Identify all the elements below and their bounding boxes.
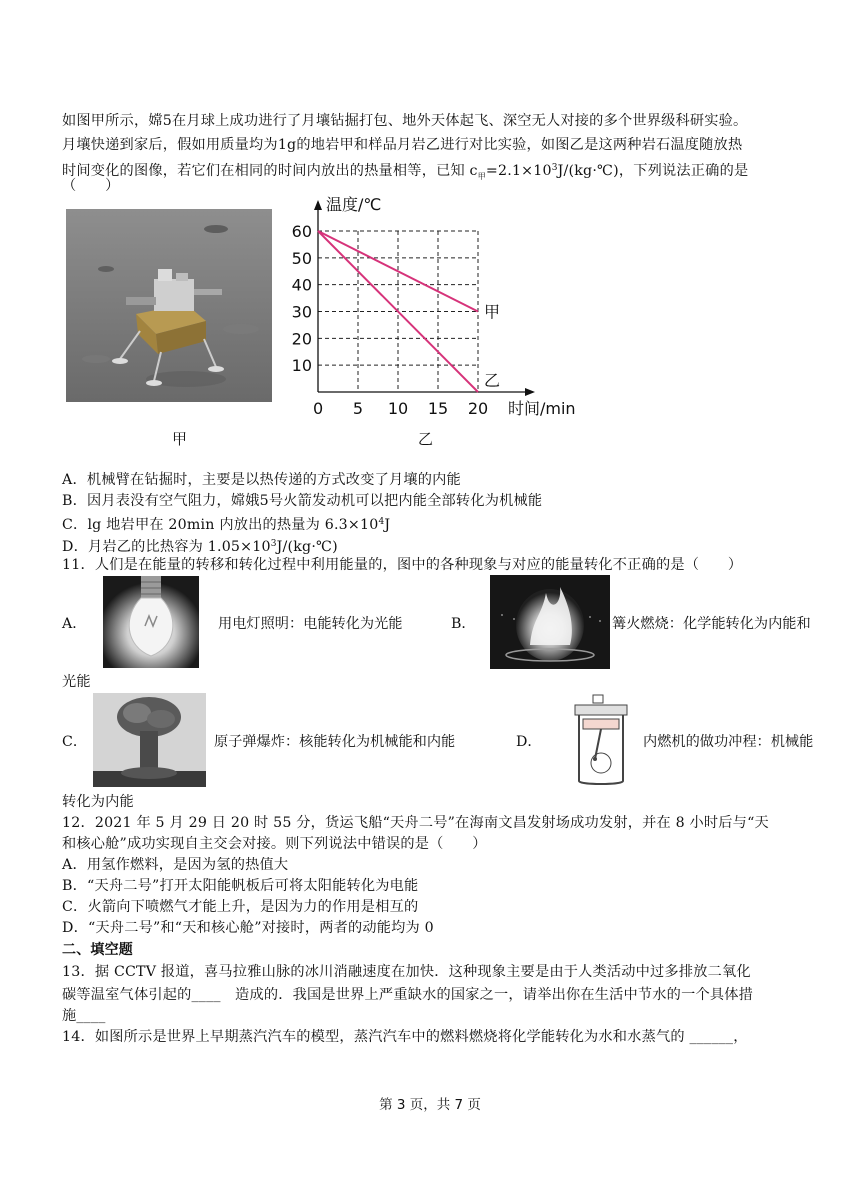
x-tick-label: 20 [467,399,489,418]
q11-d-continuation: 转化为内能 [62,794,134,810]
temperature-time-chart [280,190,610,450]
y-tick-label: 10 [291,356,312,376]
q11-a-label: A． [62,616,87,632]
q11-d-text: 内燃机的做功冲程：机械能 [643,734,814,750]
series-label-jia: 甲 [484,302,501,322]
y-tick-label: 20 [291,329,312,349]
q10-option-d: D．月岩乙的比热容为 $1.05\times 10^3J/(kg\cdot℃)$ [62,539,338,555]
q12-option-a: A．用氢作燃料，是因为氢的热值大 [62,857,289,873]
y-tick-label: 40 [291,275,312,295]
q12-stem-line2: 和核心舱”成功实现自主交会对接。则下列说法中错误的是（ ） [62,836,487,852]
y-tick-label: 30 [291,302,312,322]
q11-b-label: B． [451,616,476,632]
q13-line1: 13．据 CCTV 报道，喜马拉雅山脉的冰川消融速度在加快．这种现象主要是由于人类活动中过多排放二氧化 [62,964,751,980]
x-axis-arrow [525,388,535,396]
y-tick-label: 60 [291,222,312,241]
q13-line3: 施____ [62,1008,106,1024]
lunar-lander-photo [66,209,272,402]
mushroom-cloud-photo [93,693,206,787]
q11-c-label: C． [62,734,88,750]
light-bulb-photo [103,576,199,668]
x-tick-label: 15 [427,399,449,418]
q12-option-d: D．“天舟二号”和“天和核心舱”对接时，两者的动能均为 0 [62,920,434,936]
q10-stem-line2: 月壤快递到家后，假如用质量均为1g的地岩甲和样品月岩乙进行对比实验，如图乙是这两种岩石温度随放热 [62,137,743,153]
q10-option-a: A．机械臂在钻掘时，主要是以热传递的方式改变了月壤的内能 [62,472,461,488]
q10-answer-blank: （ ） [62,178,120,194]
y-axis-arrow [314,200,322,210]
figure-label-jia: 甲 [172,430,188,448]
x-axis-label: 时间/min [508,399,576,418]
x-tick-label: 5 [352,399,364,418]
figure-label-yi: 乙 [418,430,434,448]
engine-diagram [565,693,637,788]
q13-line2: 碳等温室气体引起的____ 造成的．我国是世界上严重缺水的国家之一，请举出你在生活中节水的一个具体措 [62,987,754,1003]
q11-stem: 11．人们是在能量的转移和转化过程中利用能量的，图中的各种现象与对应的能量转化不正确的是（ ） [62,557,743,573]
q10-stem-line1: 如图甲所示，嫦5在月球上成功进行了月壤钻掘打包、地外天体起飞、深空无人对接的多个世界级科研实验。 [62,113,748,129]
q11-b-continuation: 光能 [62,674,91,690]
q10-stem-line3: 时间变化的图像，若它们在相同的时间内放出的热量相等，已知 $c_甲=2.1\times 10^3J/(kg\cdot℃)$，下列说法正确的是 [62,163,749,181]
q12-option-c: C．火箭向下喷燃气才能上升，是因为力的作用是相互的 [62,899,419,915]
bonfire-photo [490,575,610,669]
q11-d-label: D． [516,734,542,750]
q11-c-text: 原子弹爆炸：核能转化为机械能和内能 [214,734,456,750]
q10-option-b: B．因月表没有空气阻力，嫦娥5号火箭发动机可以把内能全部转化为机械能 [62,493,543,509]
page-footer: 第 3 页，共 7 页 [379,1097,481,1113]
y-tick-label: 50 [291,248,312,268]
q14-line1: 14．如图所示是世界上早期蒸汽汽车的模型，蒸汽汽车中的燃料燃烧将化学能转化为水和水蒸气的 ______， [62,1029,748,1045]
q10-option-c: C．lg 地岩甲在 20min 内放出的热量为 $6.3\times 10^4J$ [62,517,391,533]
q11-b-text: 篝火燃烧：化学能转化为内能和 [612,616,811,632]
series-label-yi: 乙 [484,371,501,390]
x-tick-label: 10 [387,399,409,418]
series-line-jia [318,231,478,312]
q12-option-b: B．“天舟二号”打开太阳能帆板后可将太阳能转化为电能 [62,878,419,894]
y-axis-label: 温度/℃ [326,195,382,214]
origin-label: 0 [313,399,324,418]
section-title-fill-blank: 二、填空题 [62,942,133,958]
q12-stem-line1: 12．2021 年 5 月 29 日 20 时 55 分，货运飞船“天舟二号”在海南文昌发射场成功发射，并在 8 小时后与“天 [62,815,769,831]
q11-a-text: 用电灯照明：电能转化为光能 [218,616,403,632]
